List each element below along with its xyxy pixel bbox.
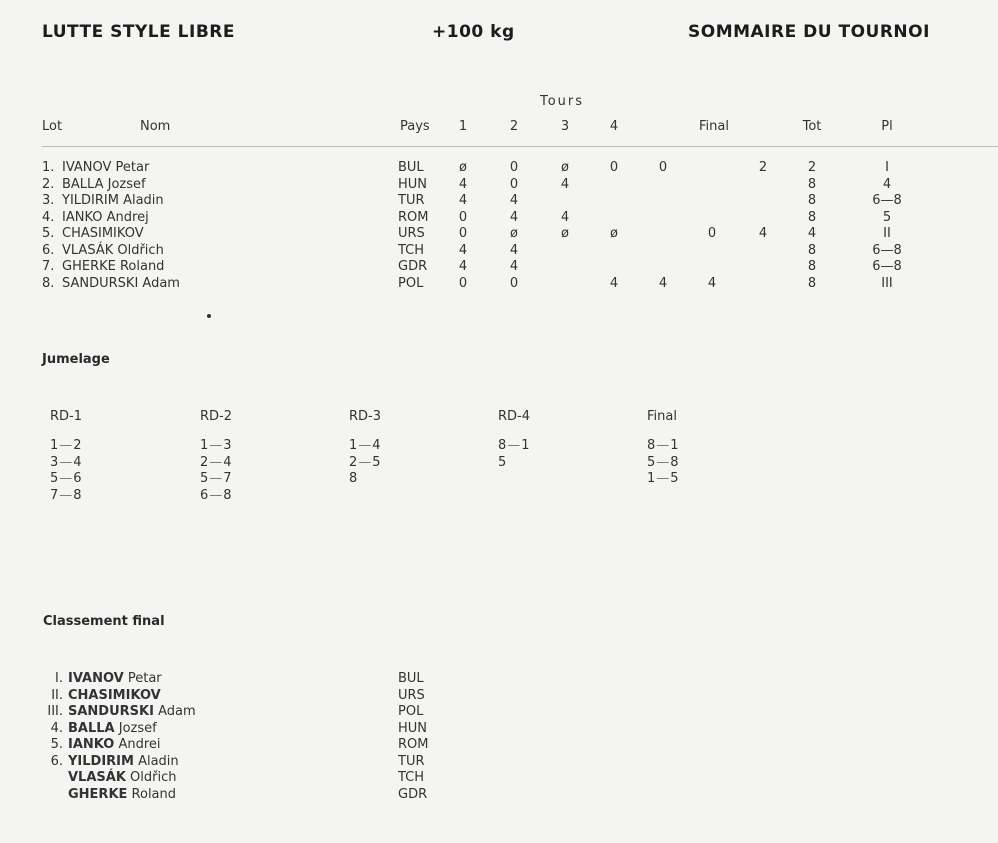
row-cell-f2: 4 <box>707 275 717 291</box>
row-country: POL <box>398 275 424 291</box>
pairing <box>498 438 530 453</box>
row-cell-r1: 4 <box>458 193 468 208</box>
pairing <box>50 455 82 470</box>
row-cell-r2: 0 <box>509 176 519 192</box>
class-country: POL <box>398 704 424 719</box>
pair-b: 7 <box>223 471 232 486</box>
class-surname: YILDIRIM <box>68 753 134 769</box>
class-name <box>68 671 162 686</box>
row-cell-r1: 0 <box>458 226 468 241</box>
pair-a: 1 <box>349 438 358 453</box>
row-country: TUR <box>398 193 425 208</box>
column-header: 1 <box>458 119 468 134</box>
pair-dash: — <box>209 454 223 470</box>
row-cell-r4: 0 <box>609 160 619 175</box>
row-cell-r1: 0 <box>458 209 468 225</box>
row-cell-r2: 4 <box>509 193 519 208</box>
row-cell-pl: II <box>883 226 891 241</box>
row-lot: 8. <box>42 275 55 291</box>
pair-dash: — <box>209 438 223 453</box>
pairing <box>200 471 232 486</box>
row-cell-r2: 0 <box>509 275 519 291</box>
class-surname: VLASÁK <box>68 770 126 785</box>
row-cell-r1: 4 <box>458 176 468 192</box>
class-given-name: Aladin <box>133 753 179 769</box>
pair-b: 2 <box>73 438 82 453</box>
class-surname: GHERKE <box>68 786 128 802</box>
pair-a: 5 <box>498 454 507 470</box>
scan-speck <box>207 314 211 318</box>
row-cell-r1: 0 <box>458 275 468 291</box>
round-label: RD-3 <box>349 409 382 424</box>
class-rank: 6. <box>50 753 63 769</box>
class-country: BUL <box>398 671 424 686</box>
row-lot: 1. <box>42 160 55 175</box>
row-name: GHERKE Roland <box>62 259 165 274</box>
pair-b: 8 <box>670 454 679 470</box>
pair-a: 8 <box>498 438 507 453</box>
class-country: TUR <box>398 753 425 769</box>
column-header: 4 <box>609 119 619 134</box>
row-cell-r3: 4 <box>560 176 570 192</box>
pair-b: 1 <box>521 438 530 453</box>
pair-a: 5 <box>200 471 209 486</box>
row-cell-tot: 8 <box>807 275 817 291</box>
column-header: Pays <box>400 119 430 134</box>
row-cell-r3: ø <box>561 160 569 175</box>
row-cell-tot: 4 <box>807 226 817 241</box>
class-name <box>68 721 157 736</box>
pair-a: 5 <box>647 454 656 470</box>
row-cell-pl: 4 <box>882 176 892 192</box>
pair-dash: — <box>358 454 372 470</box>
pairing <box>349 438 381 453</box>
row-cell-tot: 8 <box>807 176 817 192</box>
pair-b: 1 <box>670 438 679 453</box>
header-right-title: SOMMAIRE DU TOURNOI <box>688 22 930 42</box>
row-cell-r2: 4 <box>509 242 519 258</box>
class-country: ROM <box>398 737 429 752</box>
row-name: YILDIRIM Aladin <box>62 193 164 208</box>
column-header: 3 <box>560 119 570 134</box>
pair-b: 5 <box>372 454 381 470</box>
row-cell-r2: ø <box>510 226 518 241</box>
class-name <box>68 787 176 802</box>
pair-a: 6 <box>200 487 209 503</box>
class-given-name: Oldřich <box>125 770 177 785</box>
pair-b: 4 <box>372 438 381 453</box>
pair-a: 7 <box>50 487 59 503</box>
row-cell-pl: 6—8 <box>872 242 902 258</box>
pairing <box>647 438 679 453</box>
pair-a: 1 <box>50 438 59 453</box>
class-surname: BALLA <box>68 720 115 736</box>
class-given-name: Andrei <box>114 737 161 752</box>
row-cell-f3: 2 <box>758 160 768 175</box>
pairing <box>200 455 232 470</box>
row-cell-r4: 4 <box>609 275 619 291</box>
row-cell-tot: 8 <box>807 193 817 208</box>
class-name <box>68 770 176 785</box>
pair-b: 6 <box>73 471 82 486</box>
column-header: Lot <box>42 119 63 134</box>
class-name <box>68 754 179 769</box>
pairing <box>647 455 679 470</box>
row-cell-r1: 4 <box>458 242 468 258</box>
row-name: CHASIMIKOV <box>62 226 144 241</box>
jumelage-title: Jumelage <box>42 352 110 367</box>
row-country: ROM <box>398 209 429 225</box>
pair-dash: — <box>209 487 223 503</box>
pair-dash: — <box>59 487 73 503</box>
row-lot: 2. <box>42 176 55 192</box>
pairing <box>349 455 381 470</box>
pairing <box>647 471 679 486</box>
row-name: IVANOV Petar <box>62 160 150 175</box>
pairing <box>349 471 357 486</box>
pair-dash: — <box>507 438 521 453</box>
row-cell-r1: ø <box>459 160 467 175</box>
class-rank: II. <box>51 687 63 703</box>
row-country: GDR <box>398 259 428 274</box>
class-country: HUN <box>398 720 428 736</box>
pair-a: 2 <box>200 454 209 470</box>
row-cell-pl: I <box>885 160 889 175</box>
pairing <box>50 488 82 503</box>
class-surname: IVANOV <box>68 671 124 686</box>
classement-title: Classement final <box>43 614 165 629</box>
row-cell-r4: ø <box>610 226 618 241</box>
tours-label: Tours <box>540 94 585 109</box>
column-header: Final <box>699 119 729 134</box>
row-lot: 3. <box>42 193 55 208</box>
pair-a: 1 <box>200 438 209 453</box>
row-name: SANDURSKI Adam <box>62 275 180 291</box>
row-cell-r2: 4 <box>509 209 519 225</box>
row-cell-pl: 5 <box>882 209 892 225</box>
pair-b: 4 <box>223 454 232 470</box>
pair-a: 5 <box>50 471 59 486</box>
class-name <box>68 737 161 752</box>
class-country: URS <box>398 687 425 703</box>
round-label: RD-1 <box>50 409 83 424</box>
row-cell-r3: 4 <box>560 209 570 225</box>
row-cell-tot: 8 <box>807 242 817 258</box>
row-cell-tot: 8 <box>807 209 817 225</box>
row-country: HUN <box>398 176 428 192</box>
pair-b: 8 <box>73 487 82 503</box>
class-rank: 4. <box>50 720 63 736</box>
header-divider <box>42 146 998 147</box>
pair-b: 3 <box>223 438 232 453</box>
pair-b: 4 <box>73 454 82 470</box>
row-cell-tot: 8 <box>807 259 817 274</box>
class-surname: CHASIMIKOV <box>68 687 161 703</box>
class-given-name: Roland <box>127 786 177 802</box>
row-name: IANKO Andrej <box>62 209 149 225</box>
row-name: BALLA Jozsef <box>62 176 146 192</box>
row-cell-f1: 4 <box>658 275 668 291</box>
column-header: 2 <box>509 119 519 134</box>
pair-a: 8 <box>349 471 358 486</box>
round-label: RD-4 <box>498 409 531 424</box>
pair-a: 8 <box>647 438 656 453</box>
pair-dash: — <box>209 471 223 486</box>
pair-a: 2 <box>349 454 358 470</box>
row-lot: 4. <box>42 209 55 225</box>
class-rank: I. <box>55 671 63 686</box>
pair-dash: — <box>656 438 670 453</box>
class-given-name: Adam <box>153 704 196 719</box>
pair-a: 3 <box>50 454 59 470</box>
column-header: Tot <box>802 119 822 134</box>
pairing <box>200 438 232 453</box>
column-header: Nom <box>140 119 171 134</box>
class-surname: SANDURSKI <box>68 704 154 719</box>
row-cell-pl: III <box>881 275 893 291</box>
class-country: GDR <box>398 786 428 802</box>
pair-dash: — <box>656 471 670 486</box>
class-rank: III. <box>47 704 63 719</box>
row-country: TCH <box>398 242 425 258</box>
round-label: RD-2 <box>200 409 233 424</box>
row-cell-r2: 0 <box>509 160 519 175</box>
class-given-name: Petar <box>123 671 162 686</box>
row-cell-pl: 6—8 <box>872 259 902 274</box>
pair-dash: — <box>59 471 73 486</box>
row-country: BUL <box>398 160 424 175</box>
row-country: URS <box>398 226 425 241</box>
row-lot: 6. <box>42 242 55 258</box>
row-cell-pl: 6—8 <box>872 193 902 208</box>
pair-b: 5 <box>670 471 679 486</box>
column-header: Pl <box>881 119 893 134</box>
pairing <box>50 471 82 486</box>
header-left-title: LUTTE STYLE LIBRE <box>42 22 235 42</box>
pairing <box>200 488 232 503</box>
class-name <box>68 688 161 703</box>
class-surname: IANKO <box>68 737 115 752</box>
row-cell-r3: ø <box>561 226 569 241</box>
row-cell-tot: 2 <box>807 160 817 175</box>
pair-a: 1 <box>647 471 656 486</box>
pair-dash: — <box>358 438 372 453</box>
pairing <box>50 438 82 453</box>
class-given-name: Jozsef <box>114 720 157 736</box>
pair-dash: — <box>59 454 73 470</box>
row-cell-r2: 4 <box>509 259 519 274</box>
row-cell-f2: 0 <box>707 226 717 241</box>
weight-class: +100 kg <box>432 22 515 42</box>
row-cell-f3: 4 <box>758 226 768 241</box>
row-cell-r1: 4 <box>458 259 468 274</box>
pair-dash: — <box>656 454 670 470</box>
row-lot: 5. <box>42 226 55 241</box>
class-rank: 5. <box>50 737 63 752</box>
class-country: TCH <box>398 770 425 785</box>
pair-dash: — <box>59 438 73 453</box>
round-label: Final <box>647 409 677 424</box>
class-name <box>68 704 196 719</box>
pair-b: 8 <box>223 487 232 503</box>
row-lot: 7. <box>42 259 55 274</box>
pairing <box>498 455 506 470</box>
row-name: VLASÁK Oldřich <box>62 242 164 258</box>
row-cell-f1: 0 <box>658 160 668 175</box>
